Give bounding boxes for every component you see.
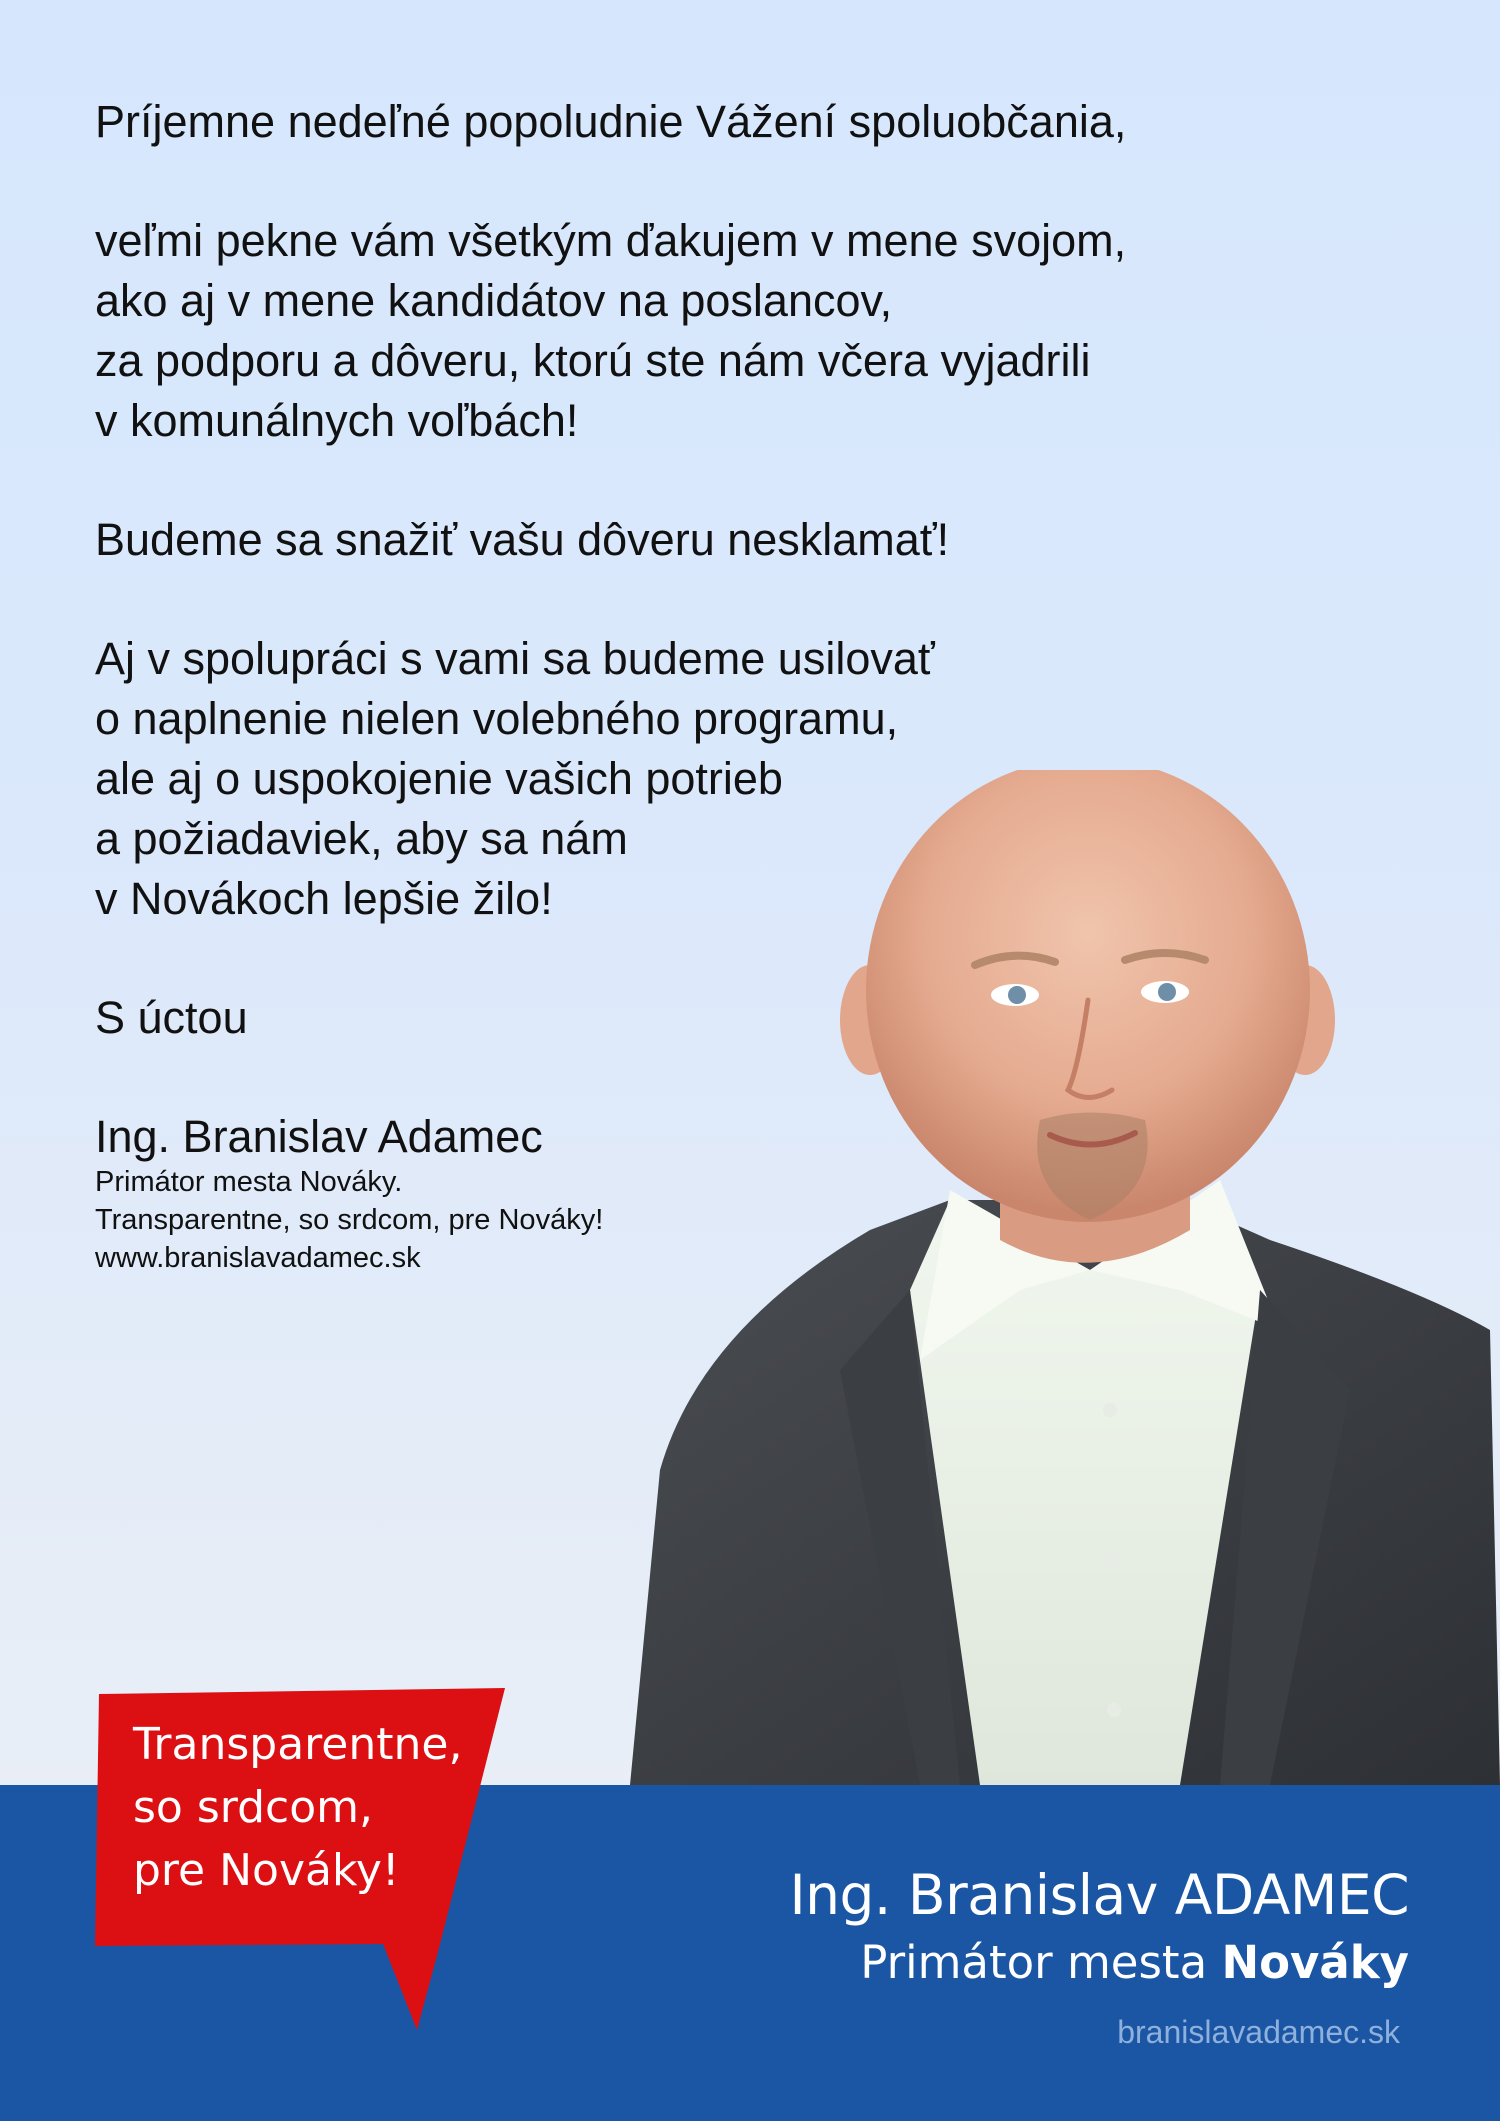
bubble-line: pre Nováky!: [133, 1845, 400, 1896]
letter-thanks-paragraph: [95, 211, 1295, 451]
letter-promise: [95, 510, 1295, 570]
thanks-line: v komunálnych voľbách!: [95, 395, 579, 446]
signature-details: [95, 1163, 603, 1277]
slogan-bubble-text: [133, 1713, 462, 1902]
thanks-line: veľmi pekne vám všetkým ďakujem v mene svojom,: [95, 215, 1127, 266]
footer-title-city: Nováky: [1221, 1936, 1409, 1989]
footer-website-link[interactable]: branislavadamec.sk: [1117, 2014, 1400, 2050]
cooperation-line: Aj v spolupráci s vami sa budeme usilovať: [95, 633, 935, 684]
cooperation-line: a požiadaviek, aby sa nám: [95, 813, 628, 864]
bubble-line: Transparentne,: [133, 1719, 463, 1770]
bubble-line: so srdcom,: [133, 1782, 373, 1833]
thanks-line: za podporu a dôveru, ktorú ste nám včera vyjadrili: [95, 335, 1091, 386]
cooperation-line: o naplnenie nielen volebného programu,: [95, 693, 899, 744]
portrait-photo: [620, 770, 1500, 1785]
greeting-line: Príjemne nedeľné popoludnie Vážení spoluobčania,: [95, 96, 1127, 147]
signature-name: Ing. Branislav Adamec: [95, 1111, 543, 1162]
signature-role: Primátor mesta Nováky.: [95, 1166, 403, 1198]
closing-line: S úctou: [95, 992, 248, 1043]
promise-line: Budeme sa snažiť vašu dôveru nesklamať!: [95, 514, 950, 565]
thanks-line: ako aj v mene kandidátov na poslancov,: [95, 275, 893, 326]
cooperation-line: v Novákoch lepšie žilo!: [95, 873, 553, 924]
footer-candidate-name: Ing. Branislav ADAMEC: [789, 1863, 1409, 1927]
footer-title-prefix: Primátor mesta: [860, 1936, 1222, 1989]
signature-website-link[interactable]: www.branislavadamec.sk: [95, 1242, 421, 1274]
cooperation-line: ale aj o uspokojenie vašich potrieb: [95, 753, 783, 804]
signature-slogan: Transparentne, so srdcom, pre Nováky!: [95, 1204, 604, 1236]
letter-greeting: [95, 92, 1295, 152]
footer-candidate-title: [860, 1935, 1409, 1991]
